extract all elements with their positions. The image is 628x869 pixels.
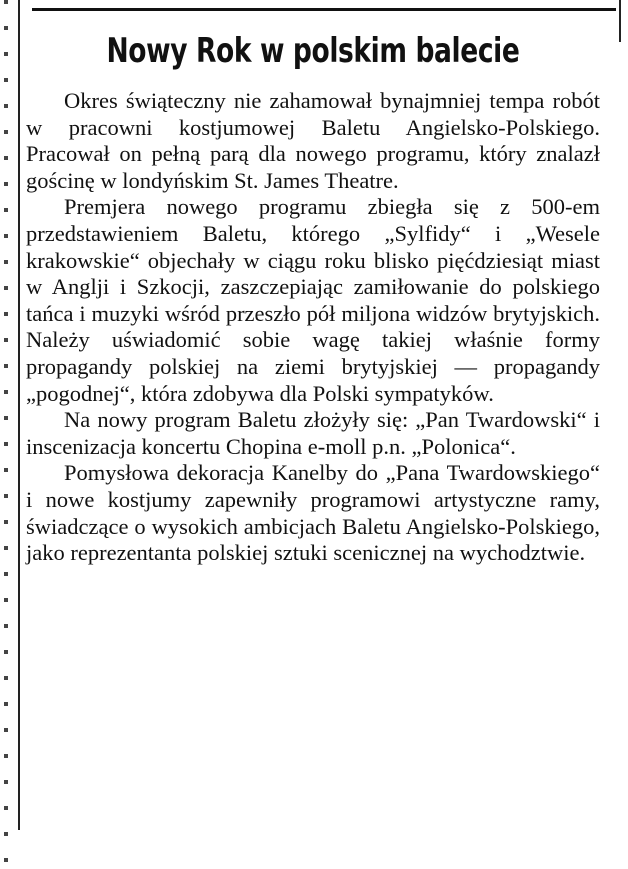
column-rule-right xyxy=(619,0,621,42)
paragraph-4: Pomysłowa dekoracja Kanelby do „Pana Twardowskiego“ i nowe kostjumy zapewniły programowi artystyczne ramy, świadczące o wysokich ambicjach Baletu Angielsko-Polskiego, jako reprezentanta polskiej sztuki scenicznej na wychodztwie. xyxy=(26,460,600,566)
paragraph-2: Premjera nowego programu zbiegła się z 500-em przedstawieniem Baletu, którego „Sylfidy“ i „Wesele krakowskie“ objechały w ciągu roku blisko pięćdziesiąt miast w Anglji i Szkocji, zaszczepiając zamiłowanie do polskiego tańca i muzyki wśród przeszło pół miljona widzów brytyjskich. Należy uświadomić sobie wagę takiej właśnie formy propagandy polskiej na ziemi brytyjskiej — propagandy „pogodnej“, która zdobywa dla Polski sympatyków. xyxy=(26,194,600,406)
paragraph-1: Okres świąteczny nie zahamował bynajmniej tempa robót w pracowni kostjumowej Baletu Angielsko-Polskiego. Pracował on pełną parą dla nowego programu, który znalazł gościnę w londyńskim St. James Theatre. xyxy=(26,88,600,193)
article-headline: Nowy Rok w polskim balecie xyxy=(106,31,520,71)
column-rule-left xyxy=(18,0,20,830)
paragraph-3: Na nowy program Baletu złożyły się: „Pan Twardowski“ i inscenizacja koncertu Chopina e-moll p.n. „Polonica“. xyxy=(26,407,600,459)
column-edge-marks xyxy=(4,0,8,869)
article-body xyxy=(26,88,600,567)
column-rule-top xyxy=(32,8,616,11)
article xyxy=(26,28,600,567)
